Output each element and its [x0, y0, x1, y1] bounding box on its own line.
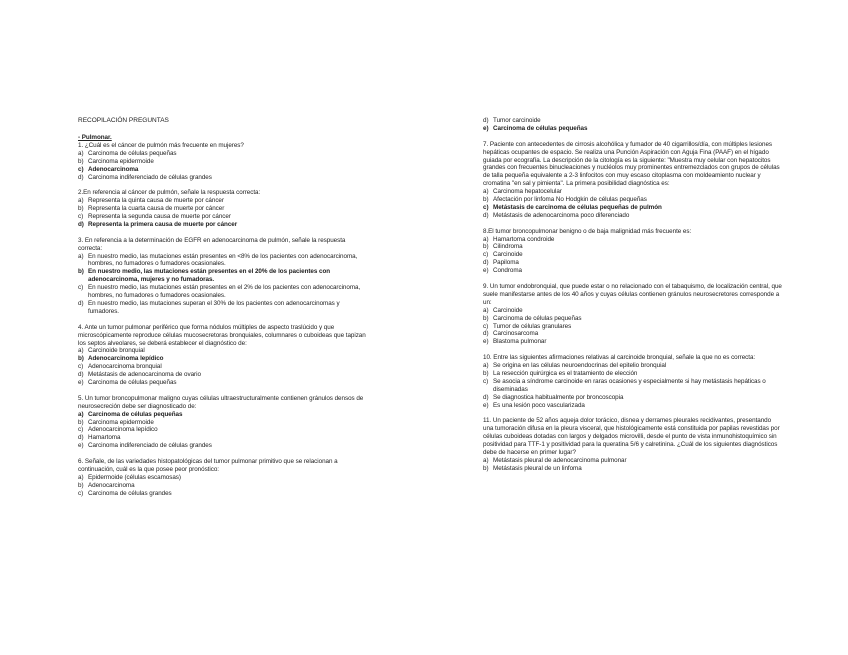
option-text: Carcinoma indiferenciado de células grandes [88, 173, 212, 181]
question-text: 8.El tumor broncopulmonar benigno o de baja malignidad más frecuente es: [483, 227, 692, 235]
option-letter: d) [483, 259, 489, 267]
option-letter: d) [483, 330, 489, 338]
answer-option [78, 363, 368, 371]
answer-option [78, 221, 368, 229]
answer-option [483, 394, 783, 402]
option-text: Papiloma [493, 259, 519, 267]
option-letter: c) [78, 489, 84, 497]
option-text: Carcinoide bronquial [88, 347, 145, 355]
option-text: Metástasis pleural de un linfoma [493, 464, 582, 472]
answer-option [78, 268, 368, 284]
question-text: 10. Entre las siguientes afirmaciones relativas al carcinoide bronquial, señale la que no es correcta: [483, 354, 756, 362]
answer-option [483, 465, 783, 473]
option-text: Se asocia a síndrome carcinoide en raras ocasiones y especialmente si hay metástasis hepáticas o diseminadas [493, 377, 766, 393]
option-text: Se diagnostica habitualmente por broncoscopia [493, 393, 624, 401]
option-text: Carcinosarcoma [493, 330, 539, 338]
option-text: Representa la primera causa de muerte por cáncer [88, 220, 238, 228]
answer-option [483, 330, 783, 338]
question-block [78, 324, 368, 387]
option-letter: a) [483, 456, 489, 464]
option-letter: a) [483, 235, 489, 243]
option-letter: c) [483, 251, 489, 259]
answer-option [78, 284, 368, 300]
question-block [483, 228, 783, 275]
option-letter: c) [78, 426, 84, 434]
option-letter: a) [78, 347, 84, 355]
option-text: Adenocarcinoma [88, 165, 139, 173]
answer-option [78, 347, 368, 355]
answer-option [483, 236, 783, 244]
option-text: Hamartoma [88, 434, 121, 442]
option-letter: e) [483, 267, 489, 275]
answer-option [78, 197, 368, 205]
answer-option [78, 474, 368, 482]
answer-option [483, 196, 783, 204]
answer-option [78, 411, 368, 419]
question-block [78, 458, 368, 498]
option-letter: a) [78, 149, 84, 157]
option-text: Carcinoma de células pequeñas [88, 410, 183, 418]
option-text: Es una lesión poco vascularizada [493, 401, 585, 409]
option-letter: d) [78, 220, 84, 228]
answer-option [78, 205, 368, 213]
answer-option [483, 323, 783, 331]
continued-options [483, 117, 783, 133]
option-letter: b) [78, 205, 84, 213]
option-letter: c) [483, 203, 489, 211]
answer-option [483, 259, 783, 267]
question-block [78, 189, 368, 229]
option-text: Carcinoma de células pequeñas [493, 124, 588, 132]
answer-option [78, 442, 368, 450]
option-letter: c) [78, 213, 84, 221]
question-block [483, 417, 783, 472]
answer-option [483, 370, 783, 378]
option-text: Representa la segunda causa de muerte por cáncer [88, 213, 231, 221]
option-letter: d) [483, 393, 489, 401]
option-text: Carcinoma epidermoide [88, 418, 154, 426]
option-text: Hamartoma condroide [493, 235, 555, 243]
question-block [78, 395, 368, 450]
option-letter: c) [483, 377, 489, 385]
option-text: Adenocarcinoma bronquial [88, 363, 162, 371]
answer-option [78, 482, 368, 490]
option-text: Blastoma pulmonar [493, 338, 547, 346]
question-block [78, 237, 368, 316]
option-letter: d) [78, 173, 84, 181]
option-text: Adenocarcinoma lepídico [88, 355, 164, 363]
section-title: - Pulmonar. [78, 134, 112, 141]
answer-option [78, 166, 368, 174]
option-text: Carcinoma indiferenciado de células grandes [88, 442, 212, 450]
option-letter: b) [78, 157, 84, 165]
option-text: En nuestro medio, las mutaciones superan el 30% de los pacientes con adenocarcinomas y fumadores. [88, 300, 340, 315]
option-letter: e) [78, 442, 84, 450]
question-block [483, 354, 783, 409]
option-letter: d) [78, 434, 84, 442]
answer-option [78, 355, 368, 363]
option-text: Condroma [493, 267, 522, 275]
question-block [483, 141, 783, 220]
option-letter: a) [78, 197, 84, 205]
option-letter: a) [78, 252, 84, 260]
answer-option [483, 402, 783, 410]
answer-option [78, 150, 368, 158]
option-text: Adenocarcinoma [88, 481, 135, 489]
option-text: Epidermoide (células escamosas) [88, 473, 181, 481]
question-text: 1. ¿Cuál es el cáncer de pulmón más frecuente en mujeres? [78, 141, 244, 149]
answer-option [483, 212, 783, 220]
question-text: 7. Paciente con antecedentes de cirrosis alcohólica y fumador de 40 cigarrillos/día, con múltiples lesiones hepáticas ocupantes de espacio. Se realiza una Punción Aspiración con Aguja Fina (PAAF) en el hígado guiada por ecografía. La descripción de la citología es la siguiente: "Muestra muy celular con hepatocitos grandes con frecuentes binucleaciones y nucléolos muy prominentes entremezclados con grupos de células de talla pequeña equivalente a 2-3 linfocitos con muy escaso citoplasma con moldeamiento nuclear y cromatina "en sal y pimienta". La primera posibilidad diagnóstica es: [483, 140, 780, 188]
option-text: Metástasis de adenocarcinoma poco diferenciado [493, 211, 630, 219]
answer-option [483, 267, 783, 275]
answer-option [483, 338, 783, 346]
option-text: Metástasis pleural de adenocarcinoma pulmonar [493, 456, 627, 464]
option-text: En nuestro medio, las mutaciones están presentes en el 20% de los pacientes con adenocarcinoma, mujeres y no fumadoras. [88, 268, 331, 284]
option-text: Carcinoma hepatocelular [493, 188, 562, 196]
answer-option [78, 213, 368, 221]
option-text: Adenocarcinoma lepídico [88, 426, 158, 434]
option-text: Afectación por linfoma No Hodgkin de células pequeñas [493, 196, 647, 204]
answer-option [78, 434, 368, 442]
option-letter: c) [78, 165, 84, 173]
option-letter: b) [78, 355, 84, 363]
answer-option [78, 426, 368, 434]
answer-option [78, 379, 368, 387]
option-letter: d) [483, 211, 489, 219]
option-text: Representa la quinta causa de muerte por cáncer [88, 197, 224, 205]
option-letter: d) [78, 371, 84, 379]
option-letter: b) [78, 268, 84, 276]
question-text: 9. Un tumor endobronquial, que puede estar o no relacionado con el tabaquismo, de localización central, que suele manifestarse antes de los 40 años y cuyas células contienen gránulos neurosecretores corresponde a un: [483, 282, 782, 306]
answer-option [78, 300, 368, 316]
option-letter: b) [483, 314, 489, 322]
option-text: Tumor carcinoide [493, 117, 541, 124]
answer-option [483, 243, 783, 251]
answer-option [483, 188, 783, 196]
option-text: Carcinoma epidermoide [88, 157, 154, 165]
answer-option [483, 378, 783, 394]
option-letter: e) [483, 401, 489, 409]
answer-option [78, 490, 368, 498]
option-letter: b) [78, 481, 84, 489]
answer-option [483, 307, 783, 315]
question-text: 2.En referencia al cáncer de pulmón, señale la respuesta correcta: [78, 189, 261, 197]
option-text: Carcinoma de células pequeñas [88, 379, 177, 387]
question-text: 5. Un tumor broncopulmonar maligno cuyas células ultraestructuralmente contienen gránulos densos de neurosecreción debe ser diagnosticado de: [78, 394, 364, 410]
answer-option [483, 125, 783, 133]
option-letter: b) [483, 369, 489, 377]
option-letter: a) [483, 188, 489, 196]
question-block [483, 283, 783, 346]
question-text: 3. En referencia a la determinación de EGFR en adenocarcinoma de pulmón, señale la respuesta correcta: [78, 236, 346, 252]
option-text: Carcinoma de células pequeñas [493, 314, 582, 322]
option-letter: b) [483, 196, 489, 204]
answer-option [483, 204, 783, 212]
option-letter: d) [483, 117, 489, 124]
option-text: Metástasis de carcinoma de células pequeñas de pulmón [493, 203, 662, 211]
option-letter: c) [78, 284, 84, 292]
document-title: RECOPILACIÓN PREGUNTAS [78, 117, 169, 124]
answer-option [483, 251, 783, 259]
option-text: Metástasis de adenocarcinoma de ovario [88, 371, 201, 379]
option-letter: e) [78, 379, 84, 387]
option-letter: e) [483, 338, 489, 346]
left-column [78, 134, 368, 506]
answer-option [78, 158, 368, 166]
option-letter: b) [483, 243, 489, 251]
option-letter: c) [483, 322, 489, 330]
question-block [78, 142, 368, 182]
answer-option [78, 253, 368, 269]
option-text: La resección quirúrgica es el tratamiento de elección [493, 369, 638, 377]
answer-option [78, 371, 368, 379]
option-text: Carcinoide [493, 251, 523, 259]
option-letter: a) [78, 410, 84, 418]
option-text: Representa la cuarta causa de muerte por cáncer [88, 205, 225, 213]
option-letter: a) [483, 306, 489, 314]
option-letter: b) [483, 464, 489, 472]
answer-option [78, 419, 368, 427]
answer-option [483, 315, 783, 323]
answer-option [78, 174, 368, 182]
option-text: Carcinoma de células pequeñas [88, 149, 177, 157]
option-letter: a) [78, 473, 84, 481]
option-text: Carcinoide [493, 306, 523, 314]
question-text: 11. Un paciente de 52 años aqueja dolor torácico, disnea y derrames pleurales recidivantes, presentando una tumoración difusa en la pleura visceral, que histológicamente está constituida por papilas revestidas por células cuboideas dotadas con largos y delgados microvilli, desde el punto de vista inmunohistoquímico sin positividad para TTF-1 y positividad para la queratina 5/6 y calretinina. ¿Cuál de los siguientes diagnósticos debe de hacerse en primer lugar? [483, 417, 780, 456]
right-column [483, 117, 783, 481]
option-letter: e) [483, 124, 489, 132]
option-text: En nuestro medio, las mutaciones están presentes en el 2% de los pacientes con adenocarcinoma, hombres, no fumadores o fumadores ocasionales. [88, 284, 361, 300]
option-letter: b) [78, 418, 84, 426]
answer-option [483, 457, 783, 465]
option-text: Cilindroma [493, 243, 523, 251]
option-text: Carcinoma de células grandes [88, 489, 172, 497]
question-text: 6. Señale, de las variedades histopatológicas del tumor pulmonar primitivo que se relacionan a continuación, cuál es la que posee peor pronóstico: [78, 458, 338, 473]
option-letter: d) [78, 300, 84, 307]
answer-option [483, 117, 783, 125]
option-text: Tumor de células granulares [493, 322, 572, 330]
question-text: 4. Ante un tumor pulmonar periférico que forma nódulos múltiples de aspecto traslúcido y que microscópicamente reproduce células mucosecretoras bronquiales, columnares o cuboideas que tapizan los septos alveolares, se deberá establecer el diagnóstico de: [78, 323, 366, 347]
option-text: Se origina en las células neuroendocrinas del epitelio bronquial [493, 362, 667, 370]
option-text: En nuestro medio, las mutaciones están presentes en <8% de los pacientes con adenocarcinoma, hombres, no fumadores o fumadores ocasionales. [88, 252, 358, 268]
option-letter: a) [483, 362, 489, 370]
option-letter: c) [78, 363, 84, 371]
answer-option [483, 362, 783, 370]
